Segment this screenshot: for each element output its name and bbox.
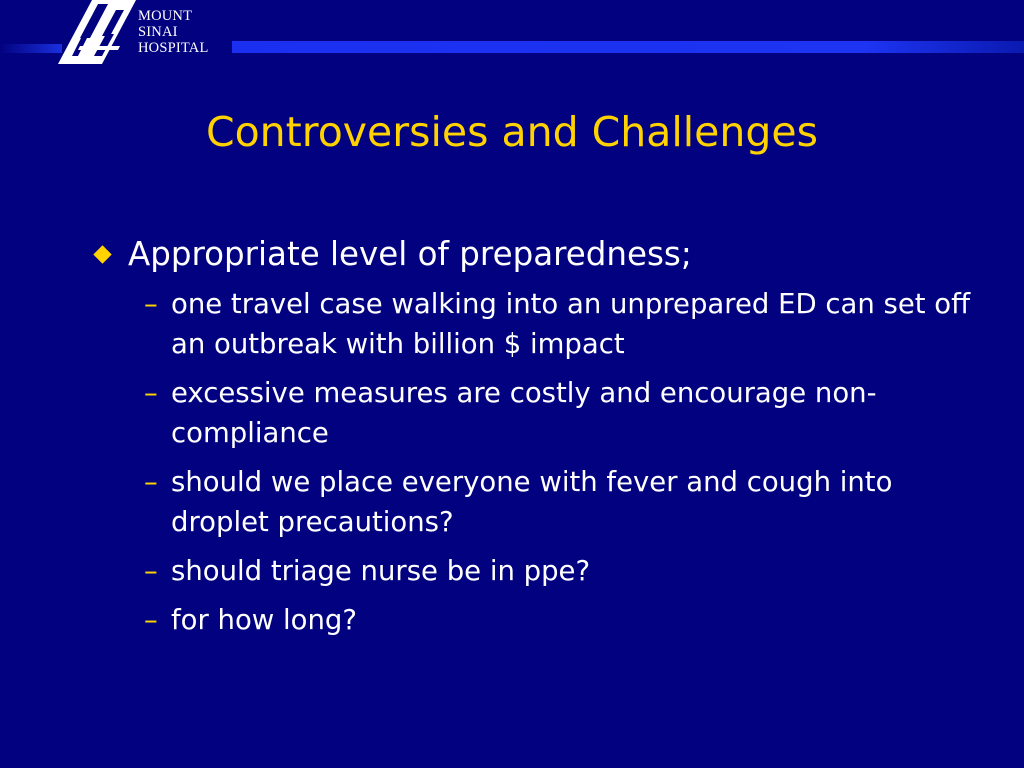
sub-bullet-text: one travel case walking into an unprepared ED can set off an outbreak with billion $ impact xyxy=(171,288,971,360)
logo-line-1: MOUNT xyxy=(138,8,193,24)
slide-title: Controversies and Challenges xyxy=(205,108,819,156)
logo-wordmark xyxy=(138,8,209,56)
diamond-bullet-icon xyxy=(93,245,111,263)
sub-bullet xyxy=(92,600,972,640)
dash-bullet-icon: – xyxy=(144,604,158,636)
slide-body xyxy=(92,230,972,649)
sub-bullet-text: excessive measures are costly and encourage non-compliance xyxy=(171,377,877,449)
sub-bullet-list xyxy=(92,284,972,640)
dash-bullet-icon: – xyxy=(144,288,158,320)
main-bullet-text: Appropriate level of preparedness; xyxy=(128,235,692,273)
main-bullet xyxy=(92,230,972,278)
header-stripe xyxy=(232,41,1024,53)
sub-bullet-text: should we place everyone with fever and cough into droplet precautions? xyxy=(171,466,893,538)
dash-bullet-icon: – xyxy=(144,466,158,498)
dash-bullet-icon: – xyxy=(144,555,158,587)
logo-line-3: HOSPITAL xyxy=(138,40,209,56)
sub-bullet-text: for how long? xyxy=(171,604,357,636)
mount-sinai-logo-icon xyxy=(58,0,136,66)
sub-bullet xyxy=(92,551,972,591)
sub-bullet xyxy=(92,284,972,364)
dash-bullet-icon: – xyxy=(144,377,158,409)
sub-bullet-text: should triage nurse be in ppe? xyxy=(171,555,591,587)
sub-bullet xyxy=(92,373,972,453)
sub-bullet xyxy=(92,462,972,542)
header-stripe-left xyxy=(0,44,62,53)
logo-line-2: SINAI xyxy=(138,24,178,40)
